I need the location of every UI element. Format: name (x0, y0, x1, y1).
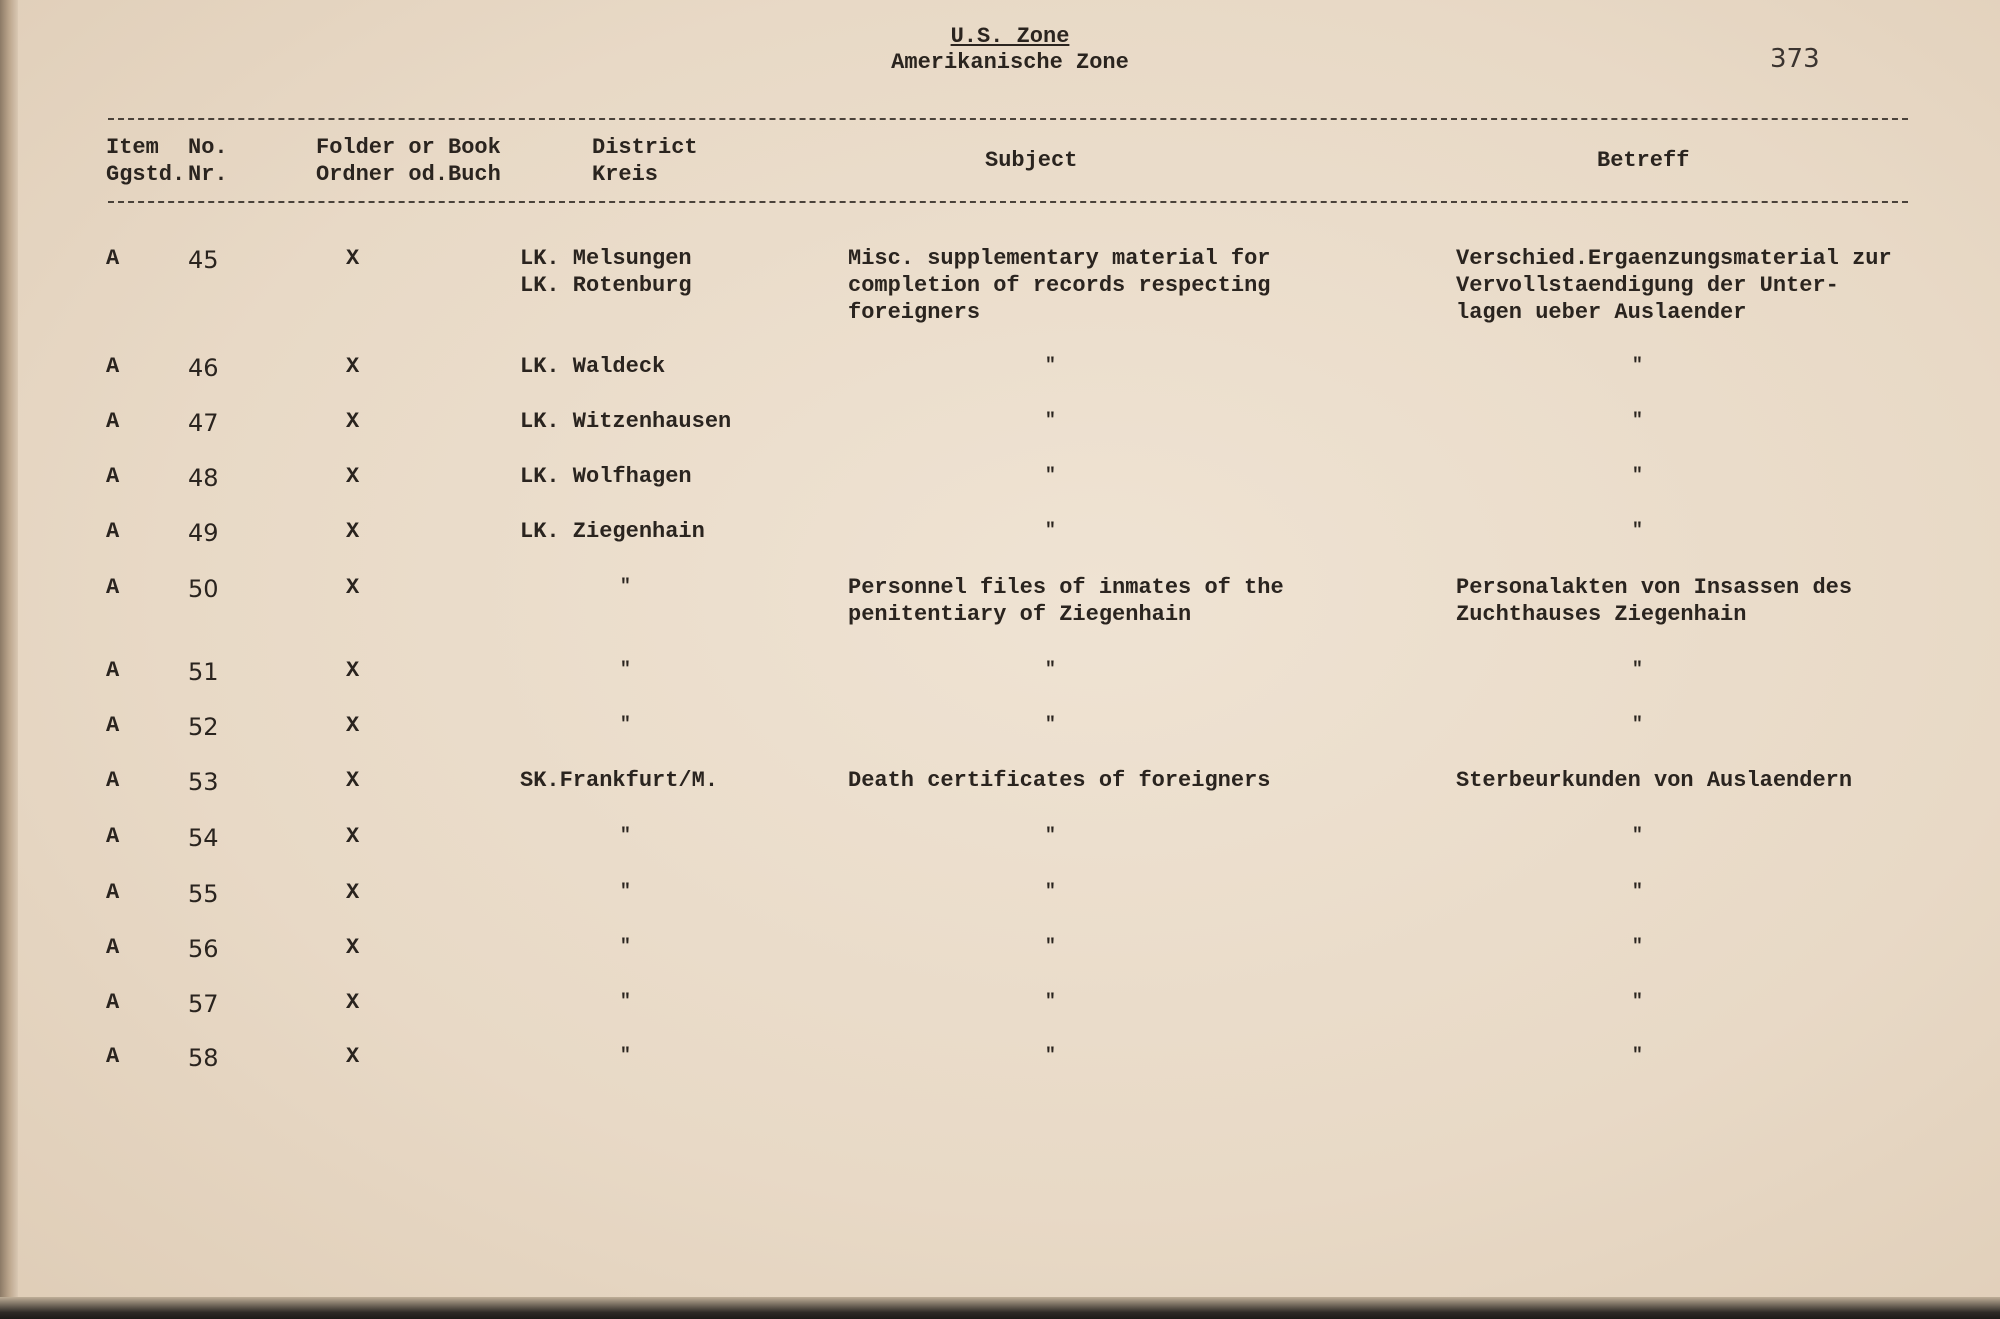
header-rule-bottom (108, 201, 1908, 203)
col-header-folder: Folder or Book Ordner od.Buch (316, 135, 501, 187)
subject-cell: " (1045, 937, 1056, 957)
number-cell: 55 (188, 880, 219, 908)
book-binding (0, 0, 18, 1319)
folder-cell: X (346, 464, 360, 489)
subject-cell: Misc. supplementary material for completion of records respecting foreigners (848, 246, 1271, 325)
zone-title-en: U.S. Zone (950, 24, 1070, 49)
number-cell: 48 (188, 464, 219, 492)
subject-cell: " (1045, 882, 1056, 902)
district-cell: LK. Witzenhausen (520, 409, 732, 434)
betreff-cell: " (1632, 882, 1643, 902)
item-cell: A (106, 575, 120, 600)
subject-cell: " (1045, 411, 1056, 431)
district-cell: " (620, 660, 631, 680)
page-number: 373 (1770, 44, 1820, 74)
folder-cell: X (346, 354, 360, 379)
betreff-cell: " (1632, 466, 1643, 486)
subject-cell: " (1045, 715, 1056, 735)
district-cell: LK. Wolfhagen (520, 464, 692, 489)
betreff-cell: " (1632, 356, 1643, 376)
subject-cell: " (1045, 521, 1056, 541)
folder-cell: X (346, 1044, 360, 1069)
district-cell: " (620, 577, 631, 597)
number-cell: 51 (188, 658, 219, 686)
col-header-district: District Kreis (592, 135, 698, 187)
item-cell: A (106, 935, 120, 960)
number-cell: 56 (188, 935, 219, 963)
folder-cell: X (346, 519, 360, 544)
betreff-cell: " (1632, 826, 1643, 846)
item-cell: A (106, 409, 120, 434)
district-cell: LK. Ziegenhain (520, 519, 705, 544)
item-cell: A (106, 1044, 120, 1069)
subject-cell: Death certificates of foreigners (848, 768, 1271, 793)
item-cell: A (106, 768, 120, 793)
item-cell: A (106, 464, 120, 489)
district-cell: " (620, 992, 631, 1012)
folder-cell: X (346, 935, 360, 960)
header-rule-top (108, 118, 1908, 120)
item-cell: A (106, 880, 120, 905)
item-cell: A (106, 990, 120, 1015)
item-cell: A (106, 354, 120, 379)
item-cell: A (106, 246, 120, 271)
betreff-cell: " (1632, 521, 1643, 541)
number-cell: 45 (188, 246, 219, 274)
folder-cell: X (346, 409, 360, 434)
betreff-cell: " (1632, 411, 1643, 431)
number-cell: 46 (188, 354, 219, 382)
subject-cell: " (1045, 356, 1056, 376)
subject-cell: " (1045, 1046, 1056, 1066)
folder-cell: X (346, 246, 360, 271)
folder-cell: X (346, 575, 360, 600)
district-cell: " (620, 1046, 631, 1066)
number-cell: 58 (188, 1044, 219, 1072)
district-cell: " (620, 882, 631, 902)
number-cell: 57 (188, 990, 219, 1018)
betreff-cell: " (1632, 992, 1643, 1012)
subject-cell: " (1045, 992, 1056, 1012)
district-cell: " (620, 937, 631, 957)
subject-cell: " (1045, 660, 1056, 680)
number-cell: 50 (188, 575, 219, 603)
betreff-cell: Sterbeurkunden von Auslaendern (1456, 768, 1853, 793)
district-cell: LK. Waldeck (520, 354, 666, 379)
folder-cell: X (346, 880, 360, 905)
folder-cell: X (346, 658, 360, 683)
item-cell: A (106, 658, 120, 683)
col-header-subject: Subject (985, 148, 1078, 173)
betreff-cell: Personalakten von Insassen des Zuchthauses Ziegenhain (1456, 575, 1853, 627)
subject-cell: Personnel files of inmates of the penitentiary of Ziegenhain (848, 575, 1284, 627)
folder-cell: X (346, 768, 360, 793)
number-cell: 52 (188, 713, 219, 741)
betreff-cell: " (1632, 715, 1643, 735)
item-cell: A (106, 824, 120, 849)
subject-cell: " (1045, 466, 1056, 486)
item-cell: A (106, 713, 120, 738)
district-cell: SK.Frankfurt/M. (520, 768, 719, 793)
betreff-cell: " (1632, 1046, 1643, 1066)
number-cell: 53 (188, 768, 219, 796)
district-cell: LK. Melsungen LK. Rotenburg (520, 246, 692, 298)
folder-cell: X (346, 990, 360, 1015)
folder-cell: X (346, 713, 360, 738)
col-header-item: Item Ggstd. (106, 135, 186, 187)
number-cell: 54 (188, 824, 219, 852)
betreff-cell: Verschied.Ergaenzungsmaterial zur Vervollstaendigung der Unter- lagen ueber Auslaender (1456, 246, 1892, 325)
betreff-cell: " (1632, 660, 1643, 680)
item-cell: A (106, 519, 120, 544)
col-header-no: No. Nr. (188, 135, 228, 187)
number-cell: 49 (188, 519, 219, 547)
folder-cell: X (346, 824, 360, 849)
number-cell: 47 (188, 409, 219, 437)
betreff-cell: " (1632, 937, 1643, 957)
zone-title-de: Amerikanische Zone (891, 50, 1129, 75)
page-bottom-edge (0, 1297, 2000, 1319)
subject-cell: " (1045, 826, 1056, 846)
district-cell: " (620, 826, 631, 846)
district-cell: " (620, 715, 631, 735)
col-header-betreff: Betreff (1597, 148, 1690, 173)
